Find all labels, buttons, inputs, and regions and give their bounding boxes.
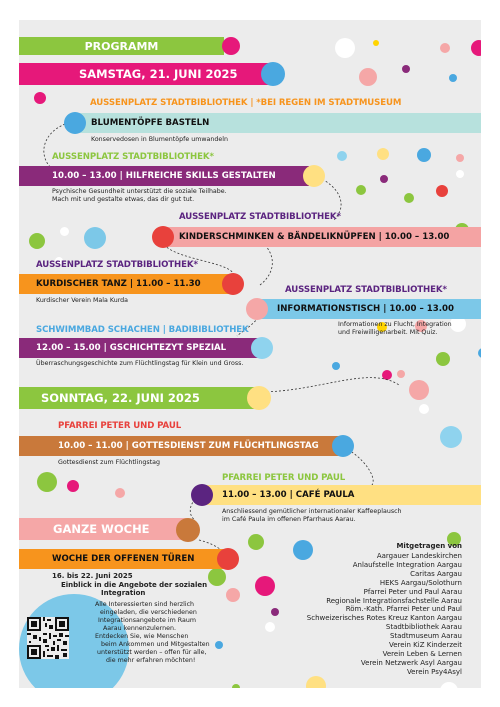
decor-dot bbox=[64, 112, 86, 134]
supporters-list bbox=[307, 552, 462, 677]
supporter-item: Anlaufstelle Integration Aargau bbox=[352, 560, 462, 569]
decor-dot bbox=[152, 226, 174, 248]
decor-dot bbox=[217, 548, 239, 570]
week-body-line: Alle Interessierten sind herzlich bbox=[95, 601, 195, 608]
decor-dot bbox=[332, 435, 354, 457]
event-description: Kurdischer Verein Mala Kurda bbox=[36, 297, 129, 304]
decor-dot bbox=[261, 62, 285, 86]
supporter-item: Pfarrei Peter und Paul Aarau bbox=[363, 587, 462, 596]
decor-dot bbox=[247, 386, 271, 410]
week-body-line: beim Ankommen und Mitgestalten bbox=[101, 641, 210, 648]
event-description: Gottesdienst zum Flüchtlingstag bbox=[58, 459, 160, 466]
event-location: AUSSENPLATZ STADTBIBLIOTHEK* bbox=[36, 260, 198, 270]
event-location: SCHWIMMBAD SCHACHEN | BADIBIBLIOTHEK bbox=[36, 325, 249, 335]
event-description: Psychische Gesundheit unterstützt die soziale Teilhabe. bbox=[52, 188, 227, 195]
decor-dot bbox=[191, 484, 213, 506]
event-description: und Freiwilligenarbeit. Mit Quiz. bbox=[338, 329, 438, 336]
supporter-item: Verein KiZ Kinderzeit bbox=[388, 641, 462, 650]
event-location: AUSSENPLATZ STADTBIBLIOTHEK | *BEI REGEN IM STADTMUSEUM bbox=[90, 98, 402, 108]
event-location: AUSSENPLATZ STADTBIBLIOTHEK* bbox=[179, 212, 341, 222]
decor-dot bbox=[246, 298, 268, 320]
event-title: KINDERSCHMINKEN & BÄNDELIKNÜPFEN | 10.00 – 13.00 bbox=[179, 232, 450, 242]
qr-code[interactable] bbox=[27, 617, 69, 659]
event-title: WOCHE DER OFFENEN TÜREN bbox=[52, 554, 195, 564]
supporter-item: Stadtbibliothek Aarau bbox=[385, 623, 462, 632]
week-title: GANZE WOCHE bbox=[53, 522, 150, 536]
supporter-item: Stadtmuseum Aarau bbox=[389, 632, 462, 641]
week-body-line: Entdecken Sie, wie Menschen bbox=[95, 633, 189, 640]
supporter-item: Verein Leben & Lernen bbox=[382, 649, 462, 658]
event-location: AUSSENPLATZ STADTBIBLIOTHEK* bbox=[285, 285, 447, 295]
saturday-title: SAMSTAG, 21. JUNI 2025 bbox=[79, 67, 238, 81]
event-title: KURDISCHER TANZ | 11.00 – 11.30 bbox=[36, 279, 201, 289]
week-body-line: Integrationsangebote im Raum bbox=[98, 617, 196, 624]
event-title: 11.00 – 13.00 | CAFÉ PAULA bbox=[222, 490, 355, 500]
week-body-line: Aarau kennenzulernen. bbox=[103, 625, 177, 632]
supporter-item: Aargauer Landeskirchen bbox=[376, 552, 462, 560]
decor-dot bbox=[222, 37, 240, 55]
event-title: BLUMENTÖPFE BASTELN bbox=[91, 118, 210, 128]
supporter-item: Schweizerisches Rotes Kreuz Kanton Aargau bbox=[306, 614, 462, 623]
event-description: Anschliessend gemütlicher internationaler Kaffeeplausch bbox=[222, 508, 402, 515]
event-description: Informationen zu Flucht, Integration bbox=[338, 321, 452, 328]
week-intro-line: Integration bbox=[101, 589, 146, 597]
decor-dot bbox=[251, 337, 273, 359]
event-title: 10.00 – 13.00 | HILFREICHE SKILLS GESTALTEN bbox=[52, 171, 276, 181]
week-body-line: eingeladen, die verschiedenen bbox=[100, 609, 197, 616]
event-location: AUSSENPLATZ STADTBIBLIOTHEK* bbox=[52, 152, 214, 162]
event-location: PFARREI PETER UND PAUL bbox=[58, 421, 182, 431]
week-intro-line: Einblick in die Angebote der sozialen bbox=[61, 581, 208, 589]
event-title: INFORMATIONSTISCH | 10.00 – 13.00 bbox=[277, 304, 454, 314]
supporter-item: Verein Netzwerk Asyl Aargau bbox=[360, 658, 462, 667]
decor-dot bbox=[176, 518, 200, 542]
supporter-item: Regionale Integrationsfachstelle Aarau bbox=[326, 596, 462, 605]
week-body-line: unterstützt werden – offen für alle, bbox=[97, 649, 207, 656]
program-poster bbox=[19, 20, 481, 688]
week-date: 16. bis 22. Juni 2025 bbox=[52, 572, 133, 580]
supporter-item: Caritas Aargau bbox=[410, 569, 462, 578]
event-location: PFARREI PETER UND PAUL bbox=[222, 473, 346, 483]
event-description: Überraschungsgeschichte zum Flüchtlingstag für Klein und Gross. bbox=[36, 360, 244, 367]
event-description: im Café Paula im offenen Pfarrhaus Aarau. bbox=[222, 516, 356, 523]
supporters-heading: Mitgetragen von bbox=[396, 542, 462, 550]
supporter-item: HEKS Aargau/Solothurn bbox=[379, 578, 462, 587]
event-description: Mach mit und gestalte etwas, das dir gut tut. bbox=[52, 196, 195, 203]
event-description: Konservedosen in Blumentöpfe umwandeln bbox=[91, 136, 228, 143]
week-header bbox=[19, 518, 187, 540]
supporter-item: Verein Psy4Asyl bbox=[406, 667, 462, 676]
event-title: 10.00 – 11.00 | GOTTESDIENST ZUM FLÜCHTLINGSTAG bbox=[58, 441, 319, 451]
week-body-line: die mehr erfahren möchten! bbox=[106, 657, 196, 664]
program-title: PROGRAMM bbox=[84, 39, 159, 53]
decor-dot bbox=[222, 273, 244, 295]
program-title-bar bbox=[19, 37, 224, 55]
sunday-header bbox=[19, 387, 259, 409]
saturday-header bbox=[19, 63, 274, 85]
decor-dot bbox=[303, 165, 325, 187]
sunday-title: SONNTAG, 22. JUNI 2025 bbox=[41, 391, 200, 405]
event-title: 12.00 – 15.00 | GSCHICHTEZYT SPEZIAL bbox=[36, 343, 227, 353]
supporter-item: Röm.-Kath. Pfarrei Peter und Paul bbox=[345, 605, 462, 614]
